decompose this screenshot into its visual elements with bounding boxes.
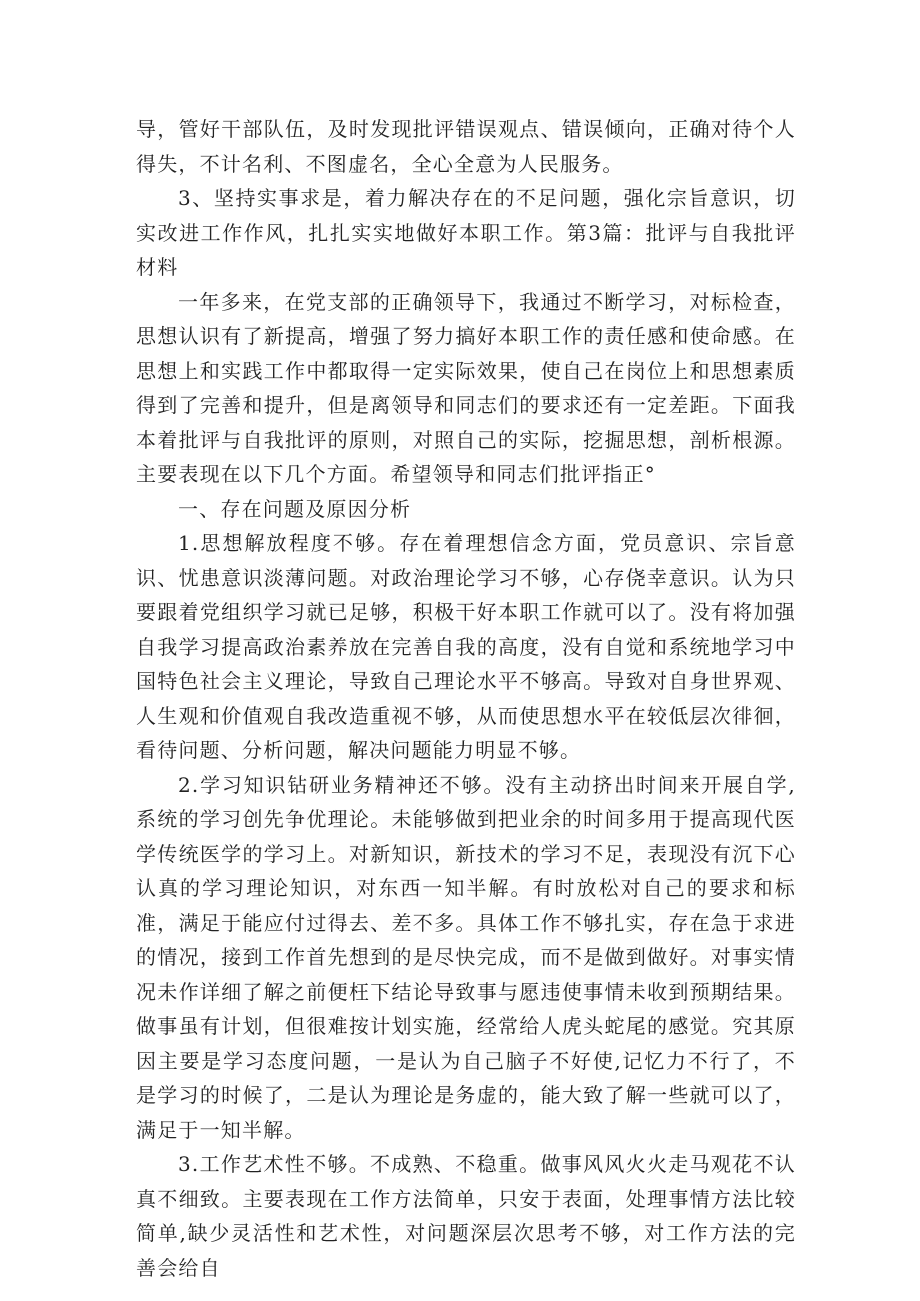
paragraph-4: 1.思想解放程度不够。存在着理想信念方面，党员意识、宗旨意识、忧患意识淡薄问题。对政治理论学习不够，心存侥幸意识。认为只要跟着党组织学习就已足够，积极干好本职工作就可以了。没有将加强自我学习提高政治素养放在完善自我的高度，没有自觉和系统地学习中国特色社会主义理论，导致自己理论水平不够高。导致对自身世界观、人生观和价值观自我改造重视不够，从而使思想水平在较低层次徘徊，看待问题、分析问题，解决问题能力明显不够。: [136, 531, 796, 762]
paragraph-0: 导，管好干部队伍，及时发现批评错误观点、错误倾向，正确对待个人得失，不计名利、不图虚名，全心全意为人民服务。: [136, 117, 796, 176]
paragraph-5: 2.学习知识钻研业务精神还不够。没有主动挤出时间来开展自学,系统的学习创先争优理论。未能够做到把业余的时间多用于提高现代医学传统医学的学习上。对新知识，新技术的学习不足，表现没有沉下心认真的学习理论知识，对东西一知半解。有时放松对自己的要求和标准，满足于能应付过得去、差不多。具体工作不够扎实，存在急于求进的情况，接到工作首先想到的是尽快完成，而不是做到做好。对事实情况未作详细了解之前便枉下结论导致事与愿违使事情未收到预期结果。做事虽有计划，但很难按计划实施，经常给人虎头蛇尾的感觉。究其原因主要是学习态度问题，一是认为自己脑子不好使,记忆力不行了，不是学习的时候了，二是认为理论是务虚的，能大致了解一些就可以了，满足于一知半解。: [136, 772, 796, 1142]
paragraph-1: 3、坚持实事求是，着力解决存在的不足问题，强化宗旨意识，切实改进工作作风，扎扎实实地做好本职工作。第3篇：批评与自我批评材料: [136, 186, 796, 279]
document-page: [136, 112, 796, 1285]
paragraph-6: 3.工作艺术性不够。不成熟、不稳重。做事风风火火走马观花不认真不细致。主要表现在工作方法简单，只安于表面，处理事情方法比较简单,缺少灵活性和艺术性，对问题深层次思考不够，对工作方法的完善会给自: [136, 1152, 796, 1280]
paragraph-2: 一年多来，在党支部的正确领导下，我通过不断学习，对标检查，思想认识有了新提高，增强了努力搞好本职工作的责任感和使命感。在思想上和实践工作中都取得一定实际效果，使自己在岗位上和思想素质得到了完善和提升，但是离领导和同志们的要求还有一定差距。下面我本着批评与自我批评的原则，对照自己的实际，挖掘思想，剖析根源。主要表现在以下几个方面。希望领导和同志们批评指正°: [136, 289, 796, 486]
section-heading: 一、存在问题及原因分析: [178, 496, 412, 521]
